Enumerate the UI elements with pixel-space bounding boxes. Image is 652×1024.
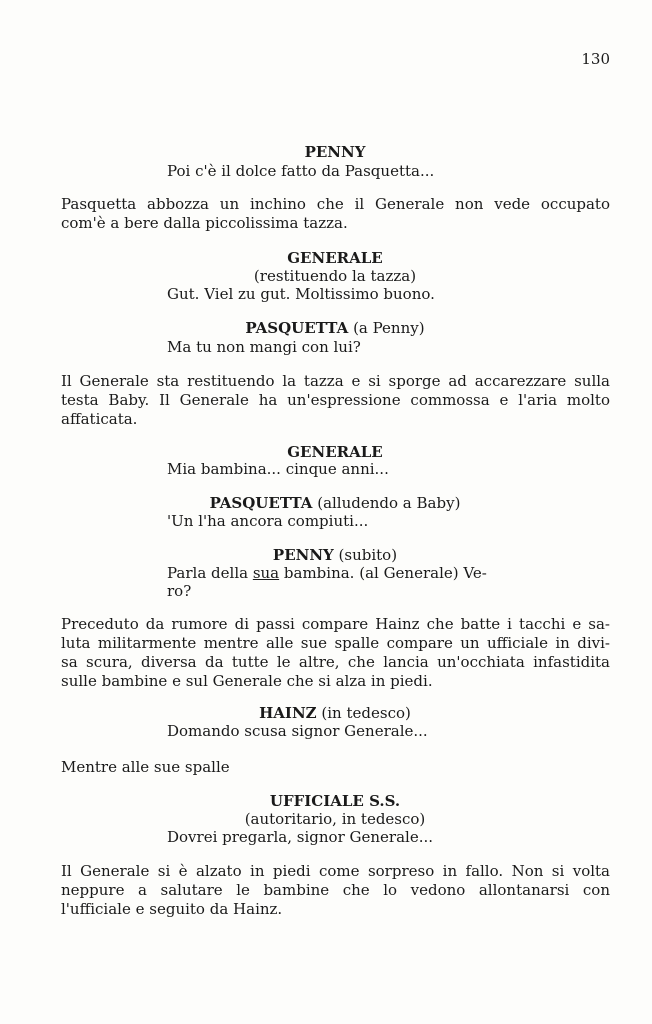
action-line: Il Generale si è alzato in piedi come sorpreso in fallo. Non si volta xyxy=(61,862,610,880)
character-cue xyxy=(60,704,610,723)
character-cue xyxy=(60,494,610,513)
action-line: testa Baby. Il Generale ha un'espressione commossa e l'aria molto xyxy=(61,391,610,409)
action-paragraph xyxy=(61,862,610,919)
character-name: PENNY xyxy=(272,546,334,564)
page-number: 130 xyxy=(581,50,610,68)
character-name: GENERALE xyxy=(287,443,383,461)
action-line: luta militarmente mentre alle sue spalle compare un ufficiale in divi- xyxy=(61,634,610,652)
action-line: sa scura, diversa da tutte le altre, che lancia un'occhiata infastidita xyxy=(61,653,610,671)
dialogue-line: Parla della sua bambina. (al Generale) Ve- xyxy=(167,564,487,582)
parenthetical: (restituendo la tazza) xyxy=(253,267,417,285)
action-line: l'ufficiale e seguito da Hainz. xyxy=(61,900,283,918)
action-paragraph xyxy=(61,758,610,777)
parenthetical: (autoritario, in tedesco) xyxy=(244,810,426,828)
action-line: sulle bambine e sul Generale che si alza in piedi. xyxy=(61,672,433,690)
action-line: Preceduto da rumore di passi compare Hainz che batte i tacchi e sa- xyxy=(61,615,610,633)
character-name: PENNY xyxy=(304,143,366,161)
action-line: affaticata. xyxy=(61,410,138,428)
dialogue-line: Dovrei pregarla, signor Generale... xyxy=(167,828,434,846)
action-paragraph xyxy=(61,372,610,429)
action-line: Il Generale sta restituendo la tazza e si sporge ad accarezzare sulla xyxy=(61,372,610,390)
dialogue-line: Ma tu non mangi con lui? xyxy=(167,338,361,356)
underlined-word: sua xyxy=(252,564,280,582)
character-name: GENERALE xyxy=(287,249,383,267)
character-cue xyxy=(60,792,610,811)
dialogue-line: Poi c'è il dolce fatto da Pasquetta... xyxy=(167,162,435,180)
action-line: Pasquetta abbozza un inchino che il Generale non vede occupato xyxy=(61,195,610,213)
character-cue xyxy=(60,249,610,268)
dialogue-line: Mia bambina... cinque anni... xyxy=(167,460,389,478)
character-cue xyxy=(60,546,610,565)
character-name: UFFICIALE S.S. xyxy=(269,792,401,810)
character-note: (a Penny) xyxy=(353,319,425,337)
dialogue-line: 'Un l'ha ancora compiuti... xyxy=(167,512,369,530)
dialogue-line: Gut. Viel zu gut. Moltissimo buono. xyxy=(167,285,435,303)
action-line: com'è a bere dalla piccolissima tazza. xyxy=(61,214,348,232)
character-note: (subito) xyxy=(338,546,398,564)
action-line: neppure a salutare le bambine che lo vedono allontanarsi con xyxy=(61,881,610,899)
action-line: Mentre alle sue spalle xyxy=(61,758,230,776)
character-name: PASQUETTA xyxy=(245,319,349,337)
dialogue-line: Domando scusa signor Generale... xyxy=(167,722,428,740)
character-name: HAINZ xyxy=(259,704,317,722)
character-note: (in tedesco) xyxy=(321,704,411,722)
character-cue xyxy=(60,319,610,338)
action-paragraph xyxy=(61,615,610,691)
dialogue-line: ro? xyxy=(167,582,192,600)
character-cue xyxy=(60,143,610,162)
action-paragraph xyxy=(61,195,610,233)
character-note: (alludendo a Baby) xyxy=(317,494,461,512)
character-name: PASQUETTA xyxy=(209,494,313,512)
